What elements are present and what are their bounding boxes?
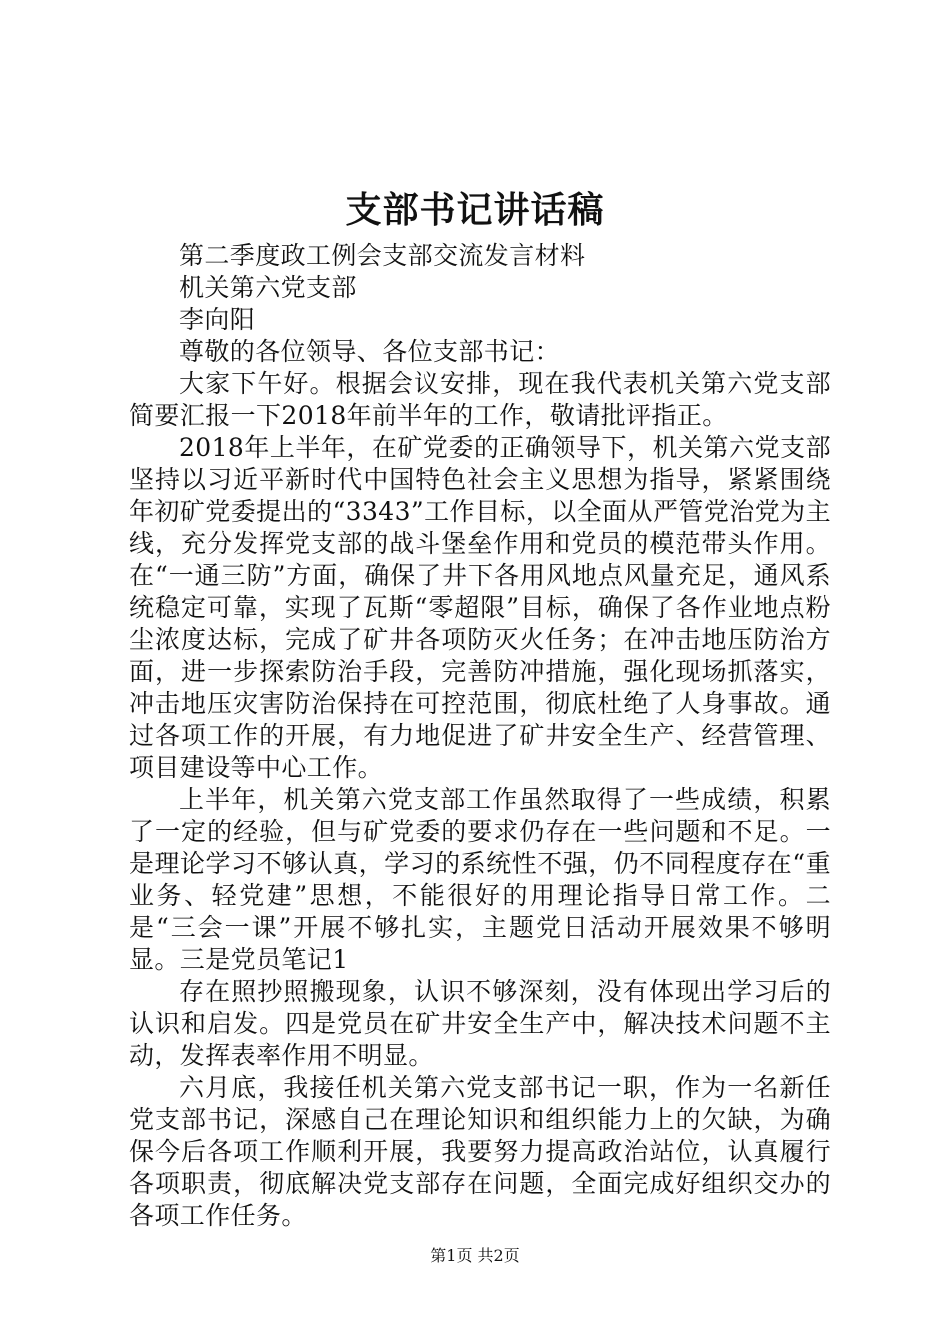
paragraph-shortcomings: 上半年，机关第六党支部工作虽然取得了一些成绩，积累了一定的经验，但与矿党委的要求仍存在一些问题和不足。一是理论学习不够认真，学习的系统性不强，仍不同程度存在“重业务、轻党建”思想，不能很好的用理论指导日常工作。二是“三会一课”开展不够扎实，主题党日活动开展效果不够明显。三是党员笔记1 (129, 785, 831, 974)
paragraph-organization: 机关第六党支部 (179, 273, 357, 302)
paragraph-author: 李向阳 (179, 305, 256, 334)
page-footer: 第1页 共2页 (430, 1246, 520, 1265)
paragraph-salutation: 尊敬的各位领导、各位支部书记： (179, 337, 561, 366)
paragraph-shortcomings-cont: 存在照抄照搬现象，认识不够深刻，没有体现出学习后的认识和启发。四是党员在矿井安全生产中，解决技术问题不主动，发挥表率作用不明显。 (129, 977, 831, 1070)
paragraph-subtitle: 第二季度政工例会支部交流发言材料 (179, 241, 586, 270)
document-title: 支部书记讲话稿 (345, 189, 605, 231)
document-body (129, 240, 831, 1232)
paragraph-commitment: 六月底，我接任机关第六党支部书记一职，作为一名新任党支部书记，深感自己在理论知识和组织能力上的欠缺，为确保今后各项工作顺利开展，我要努力提高政治站位，认真履行各项职责，彻底解决党支部存在问题，全面完成好组织交办的各项工作任务。 (129, 1073, 831, 1230)
paragraph-achievements: 2018年上半年，在矿党委的正确领导下，机关第六党支部坚持以习近平新时代中国特色社会主义思想为指导，紧紧围绕年初矿党委提出的“3343”工作目标，以全面从严管党治党为主线，充分发挥党支部的战斗堡垒作用和党员的模范带头作用。在“一通三防”方面，确保了井下各用风地点风量充足，通风系统稳定可靠，实现了瓦斯“零超限”目标，确保了各作业地点粉尘浓度达标，完成了矿井各项防灭火任务；在冲击地压防治方面，进一步探索防治手段，完善防冲措施，强化现场抓落实，冲击地压灾害防治保持在可控范围，彻底杜绝了人身事故。通过各项工作的开展，有力地促进了矿井安全生产、经营管理、项目建设等中心工作。 (129, 433, 831, 782)
paragraph-greeting: 大家下午好。根据会议安排，现在我代表机关第六党支部简要汇报一下2018年前半年的工作，敬请批评指正。 (129, 369, 831, 430)
